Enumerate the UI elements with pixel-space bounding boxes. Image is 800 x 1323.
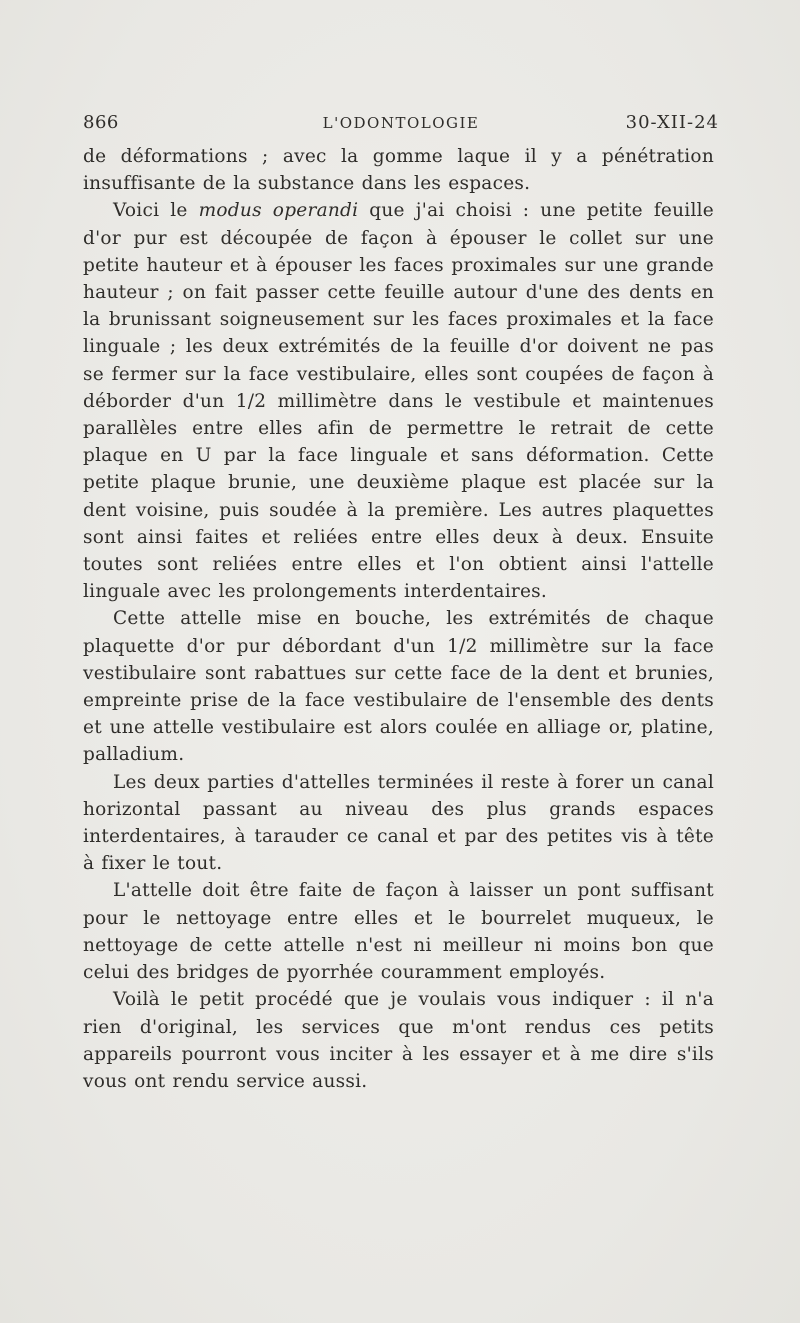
paragraph-4: Les deux parties d'attelles terminées il reste à forer un canal horizontal passant au niveau des plus grands espaces interdentaires, à tarauder ce canal et par des petites vis à tête à fixer le tout. [83,771,714,875]
paragraph-1: de déformations ; avec la gomme laque il y a pénétration insuffisante de la substance dans les espaces. [83,146,714,195]
latin-phrase: modus operandi [198,200,359,222]
paragraph-5: L'attelle doit être faite de façon à laisser un pont suffisant pour le nettoyage entre elles et le bourrelet muqueux, le nettoyage de cette attelle n'est ni meilleur ni moins bon que celui des bridges de pyorrhée couramment employés. [83,880,714,984]
page-number: 866 [83,112,119,133]
paragraph-6: Voilà le petit procédé que je voulais vous indiquer : il n'a rien d'original, les services que m'ont rendus ces petits appareils pourront vous inciter à les essayer et à me dire s'ils vous ont rendu service aussi. [83,989,714,1092]
paragraph-2: Voici le modus operandi que j'ai choisi : une petite feuille d'or pur est découpée de façon à épouser le collet sur une petite hauteur et à épouser les faces proximales sur une grande hauteur ; on fait passer cette feuille autour d'une des dents en la brunissant soigneusement sur les faces proximales et la face linguale ; les deux extrémités de la feuille d'or doivent ne pas se fermer sur la face vestibulaire, elles sont coupées de façon à déborder d'un 1/2 millimètre dans le vestibule et maintenues parallèles entre elles afin de permettre le retrait de cette plaque en U par la face linguale et sans déformation. Cette petite plaque brunie, une deuxième plaque est placée sur la dent voisine, puis soudée à la première. Les autres plaquettes sont ainsi faites et reliées entre elles deux à deux. Ensuite toutes sont reliées entre elles et l'on obtient ainsi l'attelle linguale avec les prolongements interdentaires. [83,200,714,603]
running-title: L'ODONTOLOGIE [322,114,480,132]
issue-date: 30-XII-24 [625,112,719,133]
body-text [83,143,714,1095]
page-header [83,112,719,142]
paragraph-3: Cette attelle mise en bouche, les extrémités de chaque plaquette d'or pur débordant d'un 1/2 millimètre sur la face vestibulaire sont rabattues sur cette face de la dent et brunies, empreinte prise de la face vestibulaire de l'ensemble des dents et une attelle vestibulaire est alors coulée en alliage or, platine, palladium. [83,608,714,766]
